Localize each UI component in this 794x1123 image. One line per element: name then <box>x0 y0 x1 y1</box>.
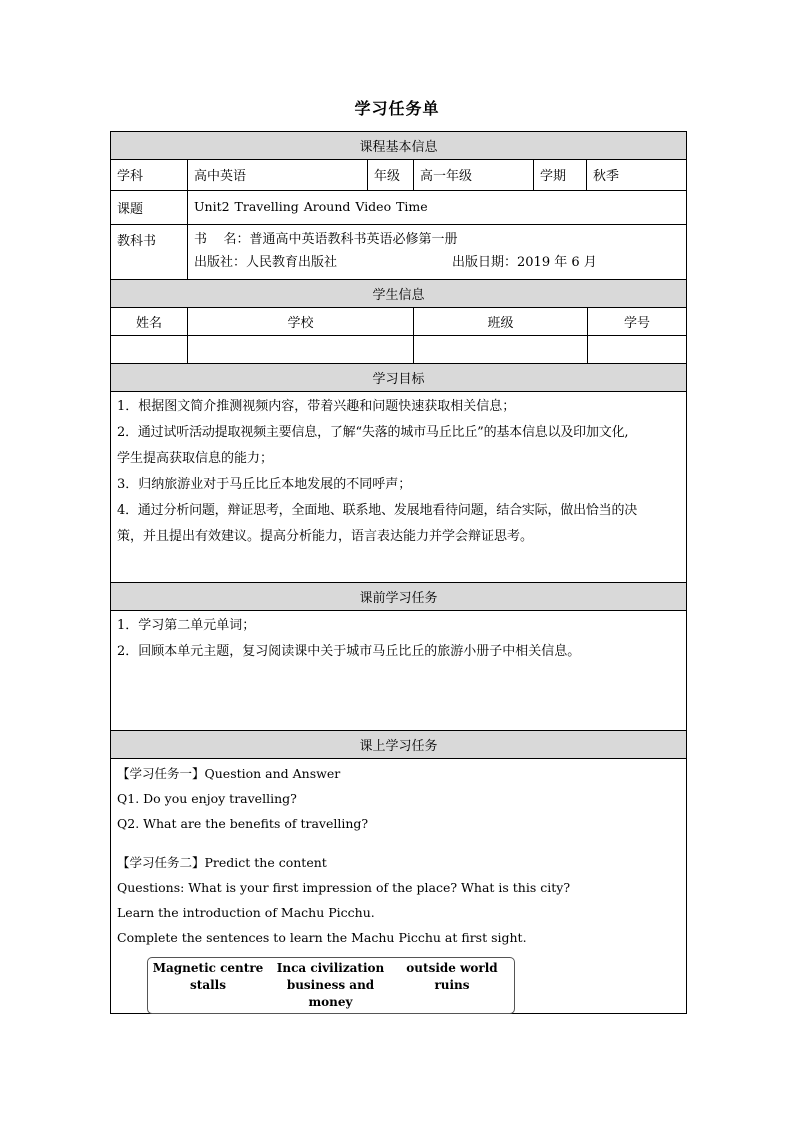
word-bank-row <box>148 977 514 1011</box>
objectives-header: 学习目标 <box>111 364 686 392</box>
word-bank-row <box>148 960 514 977</box>
task2-question-line: Questions: What is your first impression of the place? What is this city? <box>117 880 571 895</box>
topic-row <box>111 191 686 225</box>
class-column: 班级 <box>414 308 588 335</box>
task1-title: 【学习任务一】Question and Answer <box>117 766 341 781</box>
textbook-details <box>188 225 686 279</box>
word-bank-box <box>147 957 515 1014</box>
course-info-row <box>111 160 686 191</box>
word-bank-term: Magnetic centre <box>152 961 264 975</box>
task1-question-2: Q2. What are the benefits of travelling? <box>117 816 369 831</box>
textbook-row <box>111 225 686 280</box>
in-class-header: 课上学习任务 <box>111 731 686 759</box>
word-bank-term: stalls <box>190 978 226 992</box>
term-value: 秋季 <box>593 169 620 184</box>
student-info-header: 学生信息 <box>111 280 686 308</box>
pre-class-item: 1．学习第二单元单词； <box>117 618 256 633</box>
grade-value: 高一年级 <box>414 160 534 190</box>
task2-title: 【学习任务二】Predict the content <box>117 855 327 870</box>
objective-item: 4．通过分析问题，辩证思考，全面地、联系地、发展地看待问题，结合实际，做出恰当的决 <box>117 503 638 518</box>
book-name: 书 名：普通高中英语教科书英语必修第一册 <box>194 232 458 247</box>
course-info-header: 课程基本信息 <box>111 132 686 160</box>
task-sheet-table <box>110 131 687 1014</box>
term-label: 学期 <box>534 160 587 190</box>
student-info-columns <box>111 308 686 336</box>
topic-value: Unit2 Travelling Around Video Time <box>194 199 428 214</box>
publish-date: 出版日期：2019 年 6 月 <box>452 255 597 270</box>
school-column: 学校 <box>188 308 414 335</box>
word-bank-term: ruins <box>434 978 470 992</box>
name-input-cell[interactable] <box>111 336 188 363</box>
student-id-column: 学号 <box>623 316 650 331</box>
student-info-blank-row <box>111 336 686 364</box>
objective-item: 2．通过试听活动提取视频主要信息，了解“失落的城市马丘比丘”的基本信息以及印加文化, <box>117 425 629 440</box>
pre-class-item: 2．回顾本单元主题，复习阅读课中关于城市马丘比丘的旅游小册子中相关信息。 <box>117 644 581 659</box>
objective-item: 3．归纳旅游业对于马丘比丘本地发展的不同呼声； <box>117 477 412 492</box>
publisher-line <box>194 251 680 274</box>
spacer <box>117 836 680 850</box>
publisher: 出版社：人民教育出版社 <box>194 255 338 270</box>
objective-item: 1．根据图文简介推测视频内容，带着兴趣和问题快速获取相关信息； <box>117 399 516 414</box>
word-bank-term: Inca civilization <box>276 961 385 975</box>
subject-value: 高中英语 <box>188 160 368 190</box>
grade-label: 年级 <box>368 160 414 190</box>
objectives-list <box>111 392 686 583</box>
in-class-content <box>111 759 686 1013</box>
objective-item: 策，并且提出有效建议。提高分析能力，语言表达能力并学会辩证思考。 <box>117 529 534 544</box>
pre-class-list <box>111 611 686 731</box>
pre-class-header: 课前学习任务 <box>111 583 686 611</box>
word-bank-term: business and money <box>286 978 375 1009</box>
task2-introduction-line: Learn the introduction of Machu Picchu. <box>117 905 375 920</box>
task2-instruction-line: Complete the sentences to learn the Machu Picchu at first sight. <box>117 930 527 945</box>
objective-item: 学生提高获取信息的能力； <box>117 451 274 466</box>
subject-label: 学科 <box>111 160 188 190</box>
student-id-input-cell[interactable] <box>588 336 686 363</box>
task1-question-1: Q1. Do you enjoy travelling? <box>117 791 297 806</box>
word-bank-term: outside world <box>406 961 498 975</box>
topic-label: 课题 <box>111 191 188 224</box>
textbook-label: 教科书 <box>111 225 188 279</box>
class-input-cell[interactable] <box>414 336 588 363</box>
name-column: 姓名 <box>111 308 188 335</box>
school-input-cell[interactable] <box>188 336 414 363</box>
page-title: 学习任务单 <box>354 99 440 118</box>
